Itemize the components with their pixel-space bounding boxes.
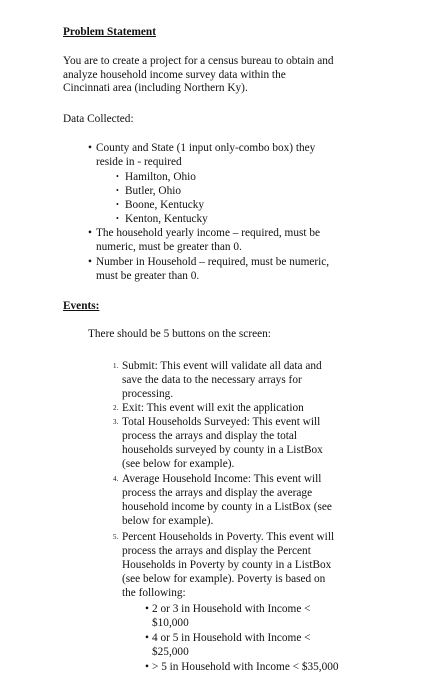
intro-paragraph: [63, 55, 334, 96]
events-heading: Events:: [63, 300, 100, 312]
event-line: below for example).: [122, 515, 214, 527]
event-number: 3.: [113, 418, 119, 426]
intro-line: Cincinnati area (including Northern Ky).: [63, 82, 248, 94]
event-line: Average Household Income: This event will: [122, 473, 322, 485]
county-option: [116, 170, 196, 185]
event-line: Percent Households in Poverty. This event will: [122, 531, 335, 543]
intro-line: You are to create a project for a census bureau to obtain and: [63, 55, 334, 67]
circle-bullet-icon: •: [116, 200, 119, 209]
county-option: [116, 184, 181, 199]
bullet-icon: •: [88, 256, 92, 268]
event-item: [113, 402, 304, 416]
event-line: process the arrays and display the average: [122, 487, 313, 499]
data-collected-label: Data Collected:: [63, 113, 134, 125]
bullet-icon: •: [145, 603, 149, 615]
event-number: 1.: [113, 362, 119, 370]
event-line: (see below for example).: [122, 458, 235, 470]
event-line: the following:: [122, 587, 186, 599]
county-option-label: Butler, Ohio: [125, 185, 182, 197]
event-number: 2.: [113, 404, 119, 412]
event-line: Households in Poverty by county in a ListBox: [122, 559, 332, 571]
event-line: process the arrays and display the total: [122, 430, 298, 442]
event-item: [113, 360, 322, 374]
county-bullet-line: reside in - required: [96, 156, 182, 168]
circle-bullet-icon: •: [116, 186, 119, 195]
income-bullet-line: numeric, must be greater than 0.: [96, 241, 242, 253]
event-number: 5.: [113, 533, 119, 541]
county-option: [116, 198, 204, 213]
event-line: Total Households Surveyed: This event will: [122, 416, 321, 428]
county-option-label: Kenton, Kentucky: [125, 213, 208, 225]
events-intro: There should be 5 buttons on the screen:: [88, 328, 271, 340]
county-bullet-line: County and State (1 input only-combo box) they: [96, 142, 316, 154]
event-line: household income by county in a ListBox (see: [122, 501, 332, 513]
intro-line: analyze household income survey data within the: [63, 68, 286, 81]
event-line: Submit: This event will validate all data and: [122, 360, 322, 372]
poverty-rule-line: $25,000: [152, 646, 189, 658]
event-line: Exit: This event will exit the application: [122, 402, 304, 414]
poverty-rule: [145, 661, 339, 675]
poverty-rule: [145, 603, 311, 617]
event-item: [113, 473, 321, 487]
income-bullet-line: The household yearly income – required, must be: [96, 227, 320, 239]
bullet-icon: •: [145, 661, 149, 673]
county-option-label: Hamilton, Ohio: [125, 171, 196, 183]
poverty-rule-line: > 5 in Household with Income < $35,000: [152, 661, 339, 673]
circle-bullet-icon: •: [116, 172, 119, 181]
event-line: processing.: [122, 388, 174, 400]
event-number: 4.: [113, 475, 119, 483]
event-line: households surveyed by county in a ListBox: [122, 444, 323, 456]
income-bullet: [88, 227, 320, 241]
county-bullet: [88, 142, 315, 156]
number-bullet: [88, 256, 329, 270]
event-item: [113, 416, 320, 430]
event-line: save the data to the necessary arrays for: [122, 374, 302, 386]
bullet-icon: •: [88, 142, 92, 154]
bullet-icon: •: [145, 632, 149, 644]
event-line: (see below for example). Poverty is based on: [122, 573, 326, 585]
circle-bullet-icon: •: [116, 214, 119, 223]
number-bullet-line: must be greater than 0.: [96, 270, 200, 282]
poverty-rule-line: 4 or 5 in Household with Income <: [152, 632, 311, 644]
poverty-rule-line: 2 or 3 in Household with Income <: [152, 603, 311, 615]
event-item: [113, 531, 334, 545]
poverty-rule: [145, 632, 311, 646]
county-option: [116, 212, 208, 227]
bullet-icon: •: [88, 227, 92, 239]
problem-statement-heading: Problem Statement: [63, 26, 156, 38]
event-line: process the arrays and display the Percent: [122, 545, 311, 557]
poverty-rule-line: $10,000: [152, 617, 189, 629]
county-option-label: Boone, Kentucky: [125, 199, 205, 211]
number-bullet-line: Number in Household – required, must be numeric,: [96, 256, 330, 268]
